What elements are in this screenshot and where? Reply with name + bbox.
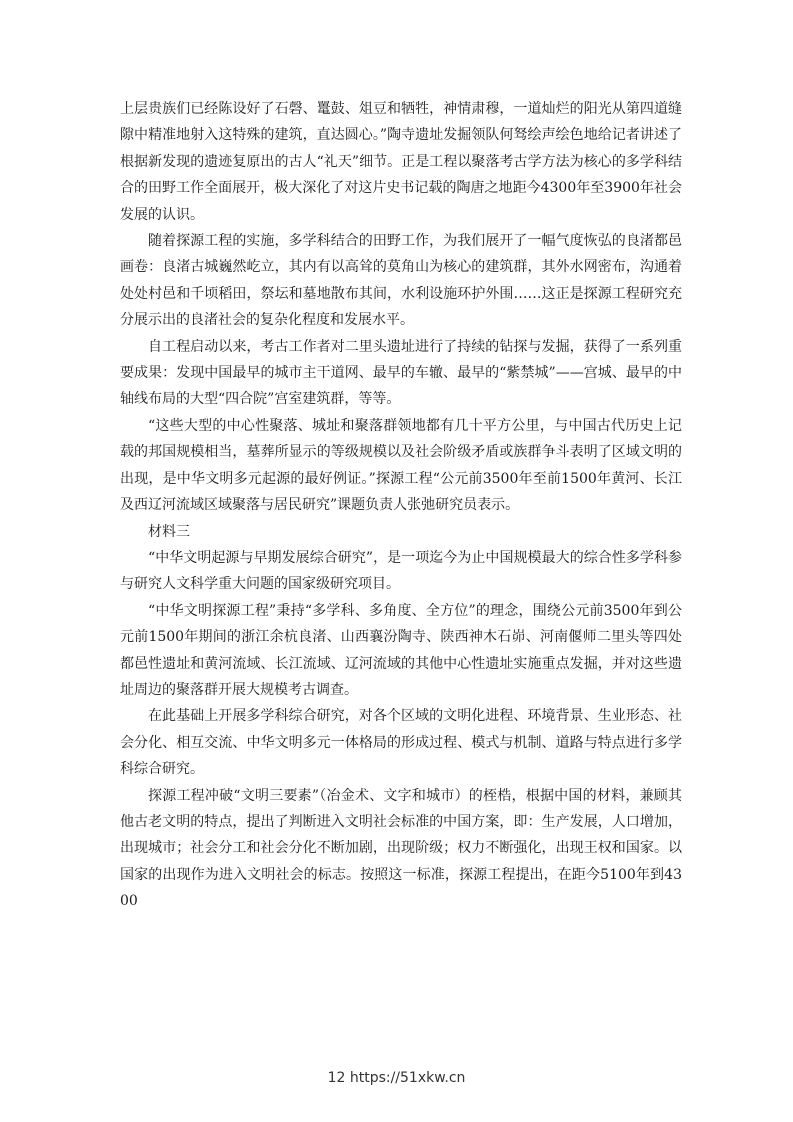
paragraph-4: “这些大型的中心性聚落、城址和聚落群领地都有几十平方公里，与中国古代历史上记载的邦国规模相当，墓葬所显示的等级规模以及社会阶级矛盾或族群争斗表明了区域文明的出现，是中华文明多元起源的最好例证。”探源工程“公元前3500年至前1500年黄河、长江及西辽河流域区域聚落与居民研究”课题负责人张弛研究员表示。 [120, 417, 682, 514]
page-footer [0, 1070, 793, 1086]
page-number: 12 [327, 1070, 346, 1086]
paragraph-8: 探源工程冲破“文明三要素”（冶金术、文字和城市）的桎梏，根据中国的材料，兼顾其他古老文明的特点，提出了判断进入文明社会标准的中国方案，即：生产发展，人口增加，出现城市；社会分工和社会分化不断加剧，出现阶级；权力不断强化，出现王权和国家。以国家的出现作为进入文明社会的标志。按照这一标准，探源工程提出，在距今5100年到4300 [120, 787, 682, 910]
paragraph-2: 随着探源工程的实施，多学科结合的田野工作，为我们展开了一幅气度恢弘的良渚都邑画卷：良渚古城巍然屹立，其内有以高耸的莫角山为核心的建筑群，其外水网密布，沟通着处处村邑和千顷稻田，祭坛和墓地散布其间，水利设施环护外围……这正是探源工程研究充分展示出的良渚社会的复杂化程度和发展水平。 [120, 233, 682, 329]
paragraph-5: “中华文明起源与早期发展综合研究”，是一项迄今为止中国规模最大的综合性多学科参与研究人文科学重大问题的国家级研究项目。 [120, 549, 682, 593]
paragraph-7: 在此基础上开展多学科综合研究，对各个区域的文明化进程、环境背景、生业形态、社会分化、相互交流、中华文明多元一体格局的形成过程、模式与机制、道路与特点进行多学科综合研究。 [120, 708, 682, 778]
section-heading-material-3: 材料三 [148, 523, 190, 540]
document-body [120, 96, 682, 915]
paragraph-1: 上层贵族们已经陈设好了石磬、鼍鼓、俎豆和牺牲，神情肃穆，一道灿烂的阳光从第四道缝隙中精准地射入这特殊的建筑，直达圆心。”陶寺遗址发掘领队何驽绘声绘色地给记者讲述了根据新发现的遗迹复原出的古人“礼天”细节。正是工程以聚落考古学方法为核心的多学科结合的田野工作全面展开，极大深化了对这片史书记载的陶唐之地距今4300年至3900年社会发展的认识。 [120, 101, 682, 223]
paragraph-6: “中华文明探源工程”秉持“多学科、多角度、全方位”的理念，围绕公元前3500年到公元前1500年期间的浙江余杭良渚、山西襄汾陶寺、陕西神木石峁、河南偃师二里头等四处都邑性遗址和黄河流域、长江流域、辽河流域的其他中心性遗址实施重点发掘，并对这些遗址周边的聚落群开展大规模考古调查。 [120, 602, 682, 698]
paragraph-3: 自工程启动以来，考古工作者对二里头遗址进行了持续的钻探与发掘，获得了一系列重要成果：发现中国最早的城市主干道网、最早的车辙、最早的“紫禁城”——宫城、最早的中轴线布局的大型“四合院”宫室建筑群，等等。 [120, 338, 682, 408]
footer-site-link[interactable]: https://51xkw.cn [349, 1070, 466, 1086]
